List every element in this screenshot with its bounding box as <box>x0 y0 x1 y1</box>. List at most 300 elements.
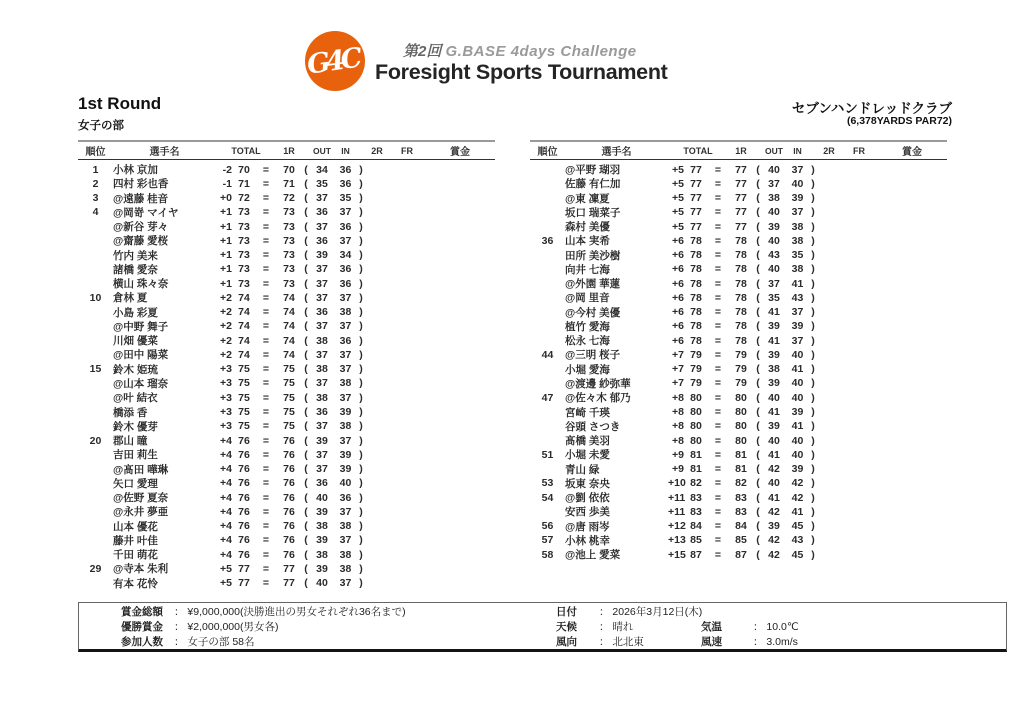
table-row <box>78 362 495 376</box>
cell-in: 36 <box>339 177 352 190</box>
table-row <box>78 319 495 333</box>
cell-r1: 73 <box>283 234 295 247</box>
cell-in: 38 <box>339 562 352 575</box>
cell-r1: 81 <box>735 463 747 476</box>
cell-close: ) <box>359 463 363 476</box>
cell-par: +1 <box>220 220 232 233</box>
cell-rank: 47 <box>541 391 554 404</box>
cell-in: 35 <box>791 249 804 262</box>
cell-r1: 71 <box>283 177 295 190</box>
cell-total: 77 <box>690 220 702 233</box>
cell-name: @唐 雨岑 <box>565 520 610 533</box>
cell-par: +10 <box>668 477 686 490</box>
cell-close: ) <box>811 491 815 504</box>
cell-eq: = <box>714 277 722 290</box>
cell-out: 37 <box>316 463 328 476</box>
cell-name: @山本 瑠奈 <box>113 377 169 390</box>
table-row <box>530 319 947 333</box>
cell-eq: = <box>714 306 722 319</box>
cell-name: 坂東 奈央 <box>565 477 610 490</box>
table-row <box>78 262 495 276</box>
table-row <box>530 462 947 476</box>
cell-r1: 78 <box>735 277 747 290</box>
cell-out: 39 <box>768 320 780 333</box>
cell-name: 青山 緑 <box>565 463 600 476</box>
cell-open: ( <box>756 249 760 262</box>
cell-par: +6 <box>672 291 684 304</box>
cell-open: ( <box>304 263 308 276</box>
cell-par: +8 <box>672 434 684 447</box>
col-header-fr: FR <box>853 145 865 156</box>
cell-name: 宮崎 千瑛 <box>565 406 610 419</box>
tournament-edition: 第2回 <box>403 43 442 60</box>
cell-eq: = <box>714 548 722 561</box>
cell-eq: = <box>262 234 270 247</box>
cell-in: 38 <box>339 420 352 433</box>
cell-out: 41 <box>768 491 780 504</box>
cell-in: 37 <box>791 306 804 319</box>
cell-open: ( <box>756 192 760 205</box>
cell-name: @劉 依依 <box>565 492 610 505</box>
table-row <box>78 233 495 247</box>
info-value: ： ¥9,000,000(決勝進出の男女それぞれ36名まで) <box>174 605 406 618</box>
cell-name: 倉林 夏 <box>113 292 148 305</box>
cell-r1: 76 <box>283 491 295 504</box>
cell-total: 87 <box>690 548 702 561</box>
cell-close: ) <box>811 505 815 518</box>
table-row <box>530 176 947 190</box>
cell-eq: = <box>262 363 270 376</box>
cell-name: @遠藤 桂音 <box>113 192 169 205</box>
cell-open: ( <box>756 348 760 361</box>
cell-eq: = <box>262 291 270 304</box>
cell-open: ( <box>304 448 308 461</box>
cell-out: 39 <box>768 348 780 361</box>
cell-par: +3 <box>220 420 232 433</box>
table-row <box>78 347 495 361</box>
cell-name: 田所 美沙樹 <box>565 249 621 262</box>
cell-par: +4 <box>220 434 232 447</box>
table-row <box>530 233 947 247</box>
cell-open: ( <box>756 334 760 347</box>
table-row <box>530 490 947 504</box>
cell-par: +15 <box>668 548 686 561</box>
info-value: ： 晴れ <box>599 620 634 633</box>
cell-r1: 76 <box>283 534 295 547</box>
cell-in: 41 <box>791 420 804 433</box>
col-header-name: 選手名 <box>601 147 632 158</box>
cell-total: 73 <box>238 206 250 219</box>
cell-name: @叶 結衣 <box>113 392 158 405</box>
col-header-rank: 順位 <box>537 147 558 158</box>
info-label: 風向 <box>556 635 577 648</box>
cell-open: ( <box>304 491 308 504</box>
cell-r1: 80 <box>735 406 747 419</box>
cell-rank: 15 <box>89 363 102 376</box>
table-row <box>530 447 947 461</box>
cell-open: ( <box>756 548 760 561</box>
table-row <box>78 462 495 476</box>
cell-out: 37 <box>316 377 328 390</box>
cell-out: 37 <box>316 192 328 205</box>
cell-par: +8 <box>672 420 684 433</box>
cell-name: @三明 桜子 <box>565 349 621 362</box>
table-row <box>78 433 495 447</box>
cell-eq: = <box>714 249 722 262</box>
cell-eq: = <box>714 220 722 233</box>
cell-in: 38 <box>791 234 804 247</box>
cell-out: 42 <box>768 534 780 547</box>
cell-close: ) <box>811 163 815 176</box>
table-row <box>530 476 947 490</box>
cell-open: ( <box>304 463 308 476</box>
cell-total: 73 <box>238 249 250 262</box>
cell-out: 36 <box>316 477 328 490</box>
table-row <box>78 205 495 219</box>
cell-close: ) <box>811 348 815 361</box>
cell-r1: 78 <box>735 249 747 262</box>
info-row <box>121 619 1006 634</box>
cell-par: +7 <box>672 363 684 376</box>
cell-par: +3 <box>220 377 232 390</box>
cell-par: +1 <box>220 249 232 262</box>
table-row <box>530 333 947 347</box>
cell-par: +5 <box>672 163 684 176</box>
cell-close: ) <box>811 177 815 190</box>
cell-r1: 73 <box>283 263 295 276</box>
cell-par: +0 <box>220 192 232 205</box>
cell-total: 75 <box>238 406 250 419</box>
cell-out: 40 <box>316 577 328 590</box>
cell-r1: 78 <box>735 234 747 247</box>
cell-in: 35 <box>339 192 352 205</box>
cell-open: ( <box>756 448 760 461</box>
cell-out: 41 <box>768 448 780 461</box>
cell-r1: 79 <box>735 363 747 376</box>
cell-r1: 75 <box>283 363 295 376</box>
cell-close: ) <box>811 234 815 247</box>
cell-out: 39 <box>768 520 780 533</box>
cell-close: ) <box>359 348 363 361</box>
cell-name: 向井 七海 <box>565 263 610 276</box>
cell-close: ) <box>359 534 363 547</box>
cell-r1: 76 <box>283 477 295 490</box>
cell-par: +4 <box>220 505 232 518</box>
cell-par: +4 <box>220 448 232 461</box>
table-row <box>530 276 947 290</box>
cell-total: 73 <box>238 234 250 247</box>
cell-name: 小林 桃幸 <box>565 534 610 547</box>
cell-r1: 83 <box>735 491 747 504</box>
cell-r1: 80 <box>735 420 747 433</box>
cell-par: +12 <box>668 520 686 533</box>
cell-eq: = <box>714 448 722 461</box>
col-header-prize: 賞金 <box>902 147 922 158</box>
cell-par: +1 <box>220 277 232 290</box>
cell-r1: 78 <box>735 263 747 276</box>
cell-total: 80 <box>690 434 702 447</box>
division-label: 女子の部 <box>78 120 124 132</box>
col-header-prize: 賞金 <box>450 147 470 158</box>
cell-close: ) <box>359 291 363 304</box>
table-row <box>530 162 947 176</box>
cell-rank: 20 <box>89 434 102 447</box>
info-label: 賞金総額 <box>121 605 163 618</box>
cell-in: 39 <box>791 192 804 205</box>
cell-r1: 70 <box>283 163 295 176</box>
cell-r1: 73 <box>283 220 295 233</box>
cell-total: 72 <box>238 192 250 205</box>
cell-r1: 81 <box>735 448 747 461</box>
cell-close: ) <box>811 320 815 333</box>
cell-open: ( <box>756 363 760 376</box>
cell-total: 81 <box>690 448 702 461</box>
cell-name: 鈴木 姫琉 <box>113 363 158 376</box>
cell-name: @齋藤 愛桜 <box>113 235 169 248</box>
table-row <box>78 561 495 575</box>
cell-eq: = <box>262 391 270 404</box>
table-row <box>530 390 947 404</box>
g4c-logo-text: G4C <box>305 42 361 81</box>
cell-total: 71 <box>238 177 250 190</box>
cell-open: ( <box>304 249 308 262</box>
cell-in: 40 <box>791 377 804 390</box>
tournament-series-name: G.BASE 4days Challenge <box>445 43 637 60</box>
table-row <box>530 290 947 304</box>
cell-open: ( <box>756 391 760 404</box>
cell-open: ( <box>756 220 760 233</box>
cell-total: 76 <box>238 448 250 461</box>
cell-name: 山本 優花 <box>113 520 158 533</box>
cell-r1: 75 <box>283 377 295 390</box>
cell-par: +4 <box>220 534 232 547</box>
cell-out: 36 <box>316 406 328 419</box>
cell-name: 矢口 愛理 <box>113 477 158 490</box>
cell-out: 41 <box>768 406 780 419</box>
cell-rank: 44 <box>541 348 554 361</box>
cell-r1: 76 <box>283 434 295 447</box>
cell-eq: = <box>262 320 270 333</box>
info-label: 気温 <box>701 620 722 633</box>
table-body <box>78 160 495 590</box>
cell-open: ( <box>756 505 760 518</box>
cell-eq: = <box>714 520 722 533</box>
cell-par: +3 <box>220 363 232 376</box>
col-header-out: OUT <box>313 145 331 156</box>
col-header-total: TOTAL <box>683 145 713 156</box>
cell-par: +5 <box>220 577 232 590</box>
cell-eq: = <box>262 505 270 518</box>
cell-in: 37 <box>791 206 804 219</box>
cell-close: ) <box>359 377 363 390</box>
cell-par: +6 <box>672 306 684 319</box>
table-body <box>530 160 947 561</box>
cell-name: @平野 瑚羽 <box>565 164 621 176</box>
cell-par: +8 <box>672 406 684 419</box>
cell-close: ) <box>811 249 815 262</box>
cell-total: 79 <box>690 363 702 376</box>
cell-close: ) <box>359 220 363 233</box>
cell-eq: = <box>262 448 270 461</box>
cell-eq: = <box>714 206 722 219</box>
cell-eq: = <box>262 406 270 419</box>
cell-out: 38 <box>316 520 328 533</box>
cell-par: +6 <box>672 334 684 347</box>
cell-total: 78 <box>690 320 702 333</box>
cell-r1: 77 <box>283 577 295 590</box>
cell-par: -2 <box>222 163 232 176</box>
cell-par: +6 <box>672 277 684 290</box>
table-row <box>78 519 495 533</box>
cell-par: +8 <box>672 391 684 404</box>
cell-open: ( <box>756 206 760 219</box>
cell-close: ) <box>811 192 815 205</box>
cell-open: ( <box>304 206 308 219</box>
cell-par: +6 <box>672 249 684 262</box>
table-row <box>530 519 947 533</box>
cell-out: 39 <box>768 377 780 390</box>
cell-eq: = <box>262 477 270 490</box>
info-row <box>121 604 1006 619</box>
cell-out: 38 <box>316 363 328 376</box>
cell-in: 39 <box>791 320 804 333</box>
cell-open: ( <box>304 334 308 347</box>
cell-par: +11 <box>668 505 686 518</box>
table-row <box>530 248 947 262</box>
cell-par: +4 <box>220 477 232 490</box>
table-row <box>78 405 495 419</box>
cell-r1: 76 <box>283 463 295 476</box>
cell-par: +9 <box>672 463 684 476</box>
table-row <box>78 547 495 561</box>
cell-out: 34 <box>316 163 328 176</box>
table-row <box>78 276 495 290</box>
cell-out: 38 <box>316 334 328 347</box>
cell-name: 松永 七海 <box>565 335 610 348</box>
cell-in: 40 <box>339 477 352 490</box>
cell-open: ( <box>304 163 308 176</box>
cell-par: +7 <box>672 377 684 390</box>
cell-out: 38 <box>316 548 328 561</box>
cell-close: ) <box>359 491 363 504</box>
cell-out: 43 <box>768 249 780 262</box>
cell-open: ( <box>756 177 760 190</box>
info-label: 参加人数 <box>121 635 163 648</box>
cell-total: 76 <box>238 534 250 547</box>
col-header-1r: 1R <box>735 145 747 156</box>
cell-in: 39 <box>339 463 352 476</box>
cell-total: 80 <box>690 391 702 404</box>
cell-in: 36 <box>339 263 352 276</box>
cell-rank: 29 <box>89 562 102 575</box>
venue-name: セブンハンドレッドクラブ <box>791 101 952 116</box>
cell-r1: 74 <box>283 291 295 304</box>
cell-out: 36 <box>316 206 328 219</box>
cell-close: ) <box>811 448 815 461</box>
cell-open: ( <box>304 505 308 518</box>
cell-r1: 74 <box>283 348 295 361</box>
cell-eq: = <box>714 363 722 376</box>
col-header-2r: 2R <box>823 145 835 156</box>
cell-rank: 10 <box>89 291 102 304</box>
cell-in: 36 <box>339 163 352 176</box>
cell-out: 42 <box>768 505 780 518</box>
table-row <box>78 447 495 461</box>
cell-close: ) <box>811 206 815 219</box>
cell-close: ) <box>811 334 815 347</box>
cell-out: 41 <box>768 306 780 319</box>
cell-name: 千田 萌花 <box>113 549 158 562</box>
cell-in: 37 <box>791 163 804 176</box>
cell-r1: 73 <box>283 277 295 290</box>
table-row <box>530 376 947 390</box>
cell-out: 40 <box>768 391 780 404</box>
cell-par: +9 <box>672 448 684 461</box>
cell-open: ( <box>304 192 308 205</box>
cell-eq: = <box>262 206 270 219</box>
cell-r1: 77 <box>735 163 747 176</box>
cell-name: @東 凜夏 <box>565 192 610 205</box>
cell-in: 37 <box>339 206 352 219</box>
cell-eq: = <box>262 520 270 533</box>
cell-out: 40 <box>316 491 328 504</box>
cell-par: +1 <box>220 234 232 247</box>
cell-rank: 51 <box>541 448 554 461</box>
cell-in: 37 <box>339 348 352 361</box>
cell-in: 40 <box>791 391 804 404</box>
cell-close: ) <box>811 420 815 433</box>
cell-close: ) <box>359 277 363 290</box>
cell-eq: = <box>714 348 722 361</box>
cell-eq: = <box>262 463 270 476</box>
cell-in: 37 <box>339 391 352 404</box>
cell-r1: 79 <box>735 348 747 361</box>
cell-close: ) <box>811 477 815 490</box>
cell-name: 髙橋 美羽 <box>565 435 610 448</box>
cell-eq: = <box>714 420 722 433</box>
cell-eq: = <box>262 163 270 176</box>
cell-open: ( <box>304 391 308 404</box>
cell-eq: = <box>262 434 270 447</box>
cell-eq: = <box>262 548 270 561</box>
cell-open: ( <box>756 420 760 433</box>
cell-rank: 1 <box>92 163 99 176</box>
cell-r1: 82 <box>735 477 747 490</box>
cell-in: 38 <box>791 263 804 276</box>
cell-total: 76 <box>238 477 250 490</box>
cell-open: ( <box>304 477 308 490</box>
cell-r1: 72 <box>283 192 295 205</box>
cell-out: 40 <box>768 263 780 276</box>
cell-r1: 85 <box>735 534 747 547</box>
col-header-2r: 2R <box>371 145 383 156</box>
table-row <box>530 362 947 376</box>
cell-r1: 78 <box>735 306 747 319</box>
cell-close: ) <box>811 377 815 390</box>
cell-out: 37 <box>768 177 780 190</box>
cell-name: 森村 美優 <box>565 221 610 234</box>
cell-in: 37 <box>339 577 352 590</box>
table-row <box>78 533 495 547</box>
cell-par: +2 <box>220 348 232 361</box>
cell-total: 80 <box>690 420 702 433</box>
cell-name: 竹内 美来 <box>113 249 158 262</box>
cell-r1: 75 <box>283 420 295 433</box>
cell-in: 40 <box>791 448 804 461</box>
cell-r1: 76 <box>283 448 295 461</box>
cell-close: ) <box>359 434 363 447</box>
cell-r1: 78 <box>735 320 747 333</box>
